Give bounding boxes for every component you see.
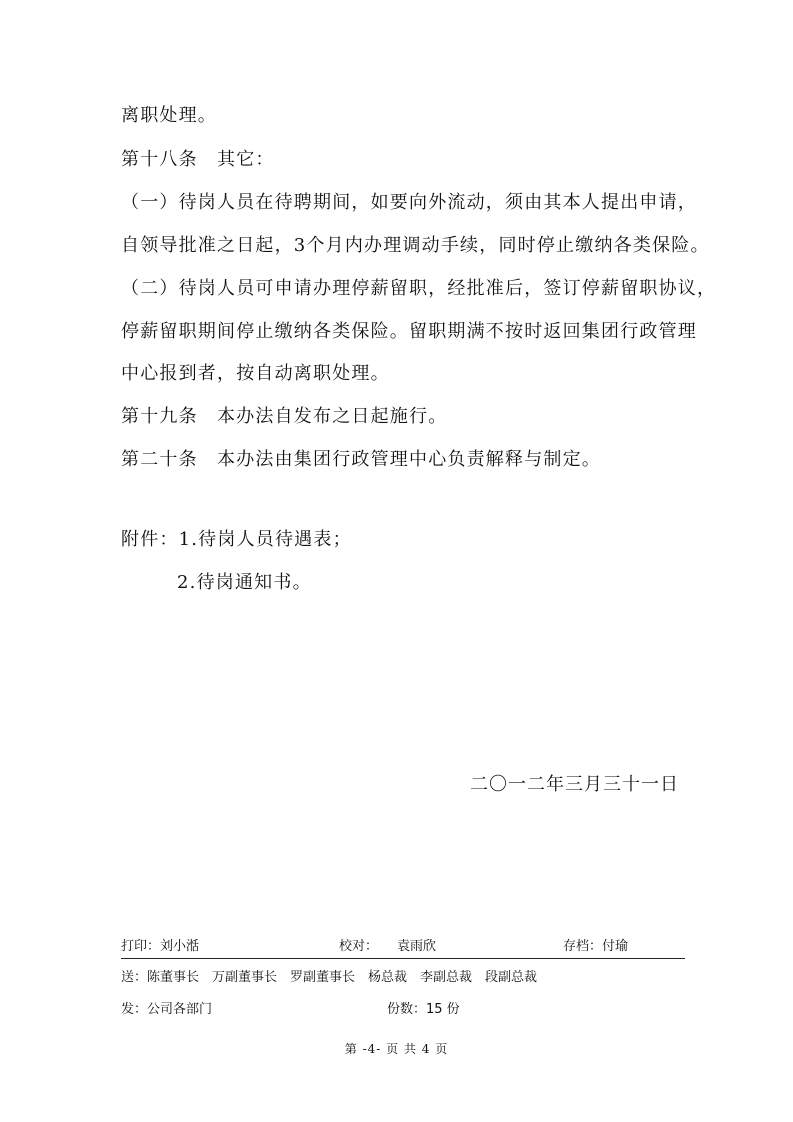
footer-issue-row (121, 998, 685, 1016)
body-line: 离职处理。 (121, 105, 217, 126)
article-18-heading: 第十八条 其它： (121, 149, 275, 170)
attachment-2: 2.待岗通知书。 (177, 572, 312, 593)
body-line: （二）待岗人员可申请办理停薪留职，经批准后，签订停薪留职协议， (121, 278, 717, 299)
article-19: 第十九条 本办法自发布之日起施行。 (121, 406, 448, 427)
copies: 份数：15 份 (387, 1002, 460, 1017)
body-line: 停薪留职期间停止缴纳各类保险。留职期满不按时返回集团行政管理 (121, 321, 697, 342)
archive-by: 存档：付瑜 (563, 939, 629, 954)
body-line: 自领导批准之日起，3个月内办理调动手续，同时停止缴纳各类保险。 (121, 235, 710, 256)
check-label: 校对： (339, 939, 379, 954)
body-line: 中心报到者，按自动离职处理。 (121, 363, 390, 384)
document-date: 二〇一二年三月三十一日 (470, 774, 679, 795)
footer-signoff-row (121, 935, 685, 953)
footer-divider (121, 958, 685, 959)
send-to: 送：陈董事长 万副董事长 罗副董事长 杨总裁 李副总裁 段副总裁 (121, 970, 538, 985)
issue-to: 发：公司各部门 (121, 1002, 213, 1017)
article-20: 第二十条 本办法由集团行政管理中心负责解释与制定。 (121, 449, 601, 470)
page-number: 第 -4- 页 共 4 页 (344, 1042, 449, 1056)
body-line: （一）待岗人员在待聘期间，如要向外流动，须由其本人提出申请， (121, 192, 697, 213)
check-name: 袁雨欣 (397, 939, 437, 954)
attachment-1: 附件：1.待岗人员待遇表； (121, 529, 352, 550)
print-by: 打印：刘小湉 (121, 939, 200, 954)
